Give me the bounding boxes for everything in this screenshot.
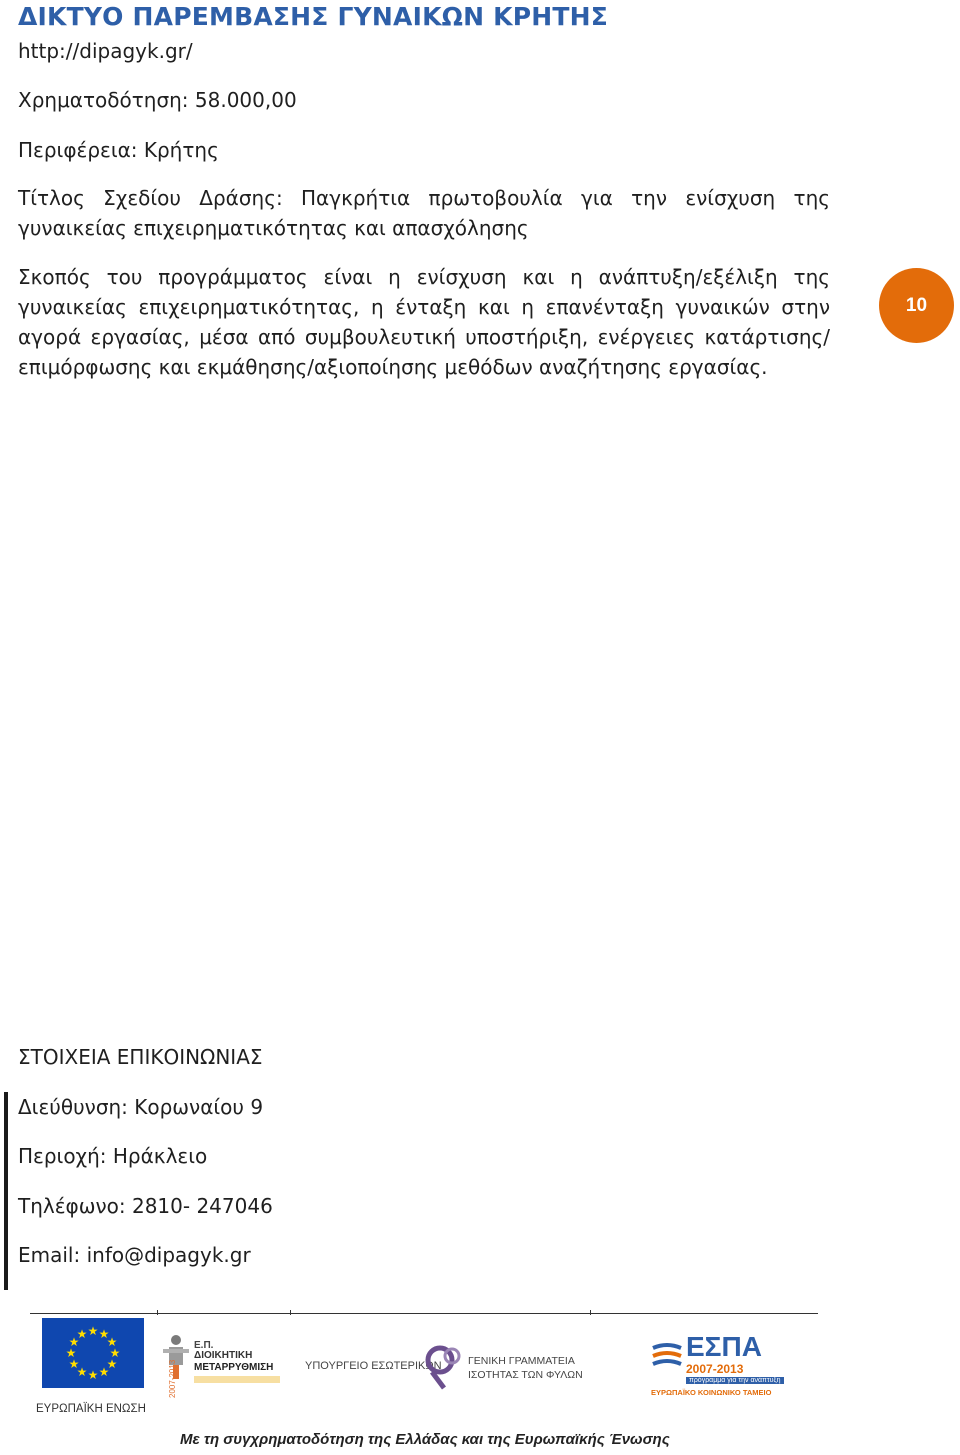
svg-text:★: ★: [68, 1357, 80, 1371]
svg-text:★: ★: [87, 1324, 99, 1338]
footer-divider-tick: [290, 1310, 291, 1315]
svg-text:★: ★: [76, 1327, 88, 1341]
svg-text:★: ★: [68, 1335, 80, 1349]
program-purpose: Σκοπός του προγράμματος είναι η ενίσχυση και η ανάπτυξη/εξέλιξη της γυναικείας επιχειρηματικότητας, η ένταξη και η επανένταξη γυναικών στην αγορά εργασίας, μέσα από συμβουλευτική υποστήριξη, ενέργειες κατάρτισης/επιμόρφωσης και εκμάθησης/αξιοποίησης μεθόδων αναζήτησης εργασίας.: [18, 265, 830, 379]
svg-text:★: ★: [98, 1327, 110, 1341]
contact-area: Περιοχή: Ηράκλειο: [18, 1144, 208, 1168]
page-number-badge: 10: [879, 268, 954, 343]
funding-amount: Χρηματοδότηση: 58.000,00: [18, 88, 297, 112]
admin-reform-years: 2007-2013: [168, 1359, 177, 1398]
admin-reform-ep: Ε.Π.: [194, 1340, 214, 1351]
footer-divider-tick: [590, 1310, 591, 1315]
eu-stars-icon: [42, 1318, 144, 1388]
contact-side-bar: [4, 1092, 8, 1290]
footer-divider-tick: [157, 1310, 158, 1315]
ministry-interior: ΥΠΟΥΡΓΕΙΟ ΕΣΩΤΕΡΙΚΩΝ: [305, 1360, 442, 1372]
esf-label: ΕΥΡΩΠΑΪΚΟ ΚΟΙΝΩΝΙΚΟ ΤΑΜΕΙΟ: [651, 1388, 772, 1397]
espa-years: 2007-2013: [686, 1362, 744, 1376]
cofunding-caption: Με τη συγχρηματοδότηση της Ελλάδας και της Ευρωπαϊκής Ένωσης: [180, 1431, 670, 1448]
contact-heading: ΣΤΟΙΧΕΙΑ ΕΠΙΚΟΙΝΩΝΙΑΣ: [18, 1045, 263, 1069]
eu-flag-logo: [42, 1318, 144, 1388]
admin-reform-stripe: [194, 1376, 280, 1383]
website-url[interactable]: http://dipagyk.gr/: [18, 39, 193, 63]
svg-text:★: ★: [106, 1357, 118, 1371]
svg-text:★: ★: [98, 1365, 110, 1379]
svg-text:★: ★: [65, 1346, 77, 1360]
contact-phone: Τηλέφωνο: 2810- 247046: [18, 1194, 273, 1218]
svg-text:★: ★: [76, 1365, 88, 1379]
contact-address: Διεύθυνση: Κορωναίου 9: [18, 1095, 264, 1119]
contact-email[interactable]: Email: info@dipagyk.gr: [18, 1243, 251, 1267]
gsge-symbol-icon: [424, 1342, 464, 1392]
plan-title: Τίτλος Σχεδίου Δράσης: Παγκρήτια πρωτοβουλία για την ενίσχυση της γυναικείας επιχειρηματικότητας και απασχόλησης: [18, 186, 830, 240]
gsge-line2: ΙΣΟΤΗΤΑΣ ΤΩΝ ΦΥΛΩΝ: [468, 1369, 583, 1381]
organization-title: ΔΙΚΤΥΟ ΠΑΡΕΜΒΑΣΗΣ ΓΥΝΑΙΚΩΝ ΚΡΗΤΗΣ: [18, 2, 608, 31]
admin-reform-line2: ΜΕΤΑΡΡΥΘΜΙΣΗ: [194, 1362, 274, 1373]
svg-text:★: ★: [106, 1335, 118, 1349]
espa-tagline: πρόγραμμα για την ανάπτυξη: [686, 1377, 784, 1384]
espa-wordmark: ΕΣΠΑ: [686, 1331, 762, 1362]
svg-text:★: ★: [87, 1368, 99, 1382]
svg-text:★: ★: [109, 1346, 121, 1360]
region: Περιφέρεια: Κρήτης: [18, 138, 219, 162]
admin-reform-line1: ΔΙΟΙΚΗΤΙΚΗ: [194, 1350, 253, 1361]
eu-label: ΕΥΡΩΠΑΪΚΗ ΕΝΩΣΗ: [36, 1403, 146, 1415]
footer-divider: [30, 1313, 818, 1314]
espa-stripes-icon: [651, 1342, 683, 1372]
gsge-line1: ΓΕΝΙΚΗ ΓΡΑΜΜΑΤΕΙΑ: [468, 1355, 575, 1367]
